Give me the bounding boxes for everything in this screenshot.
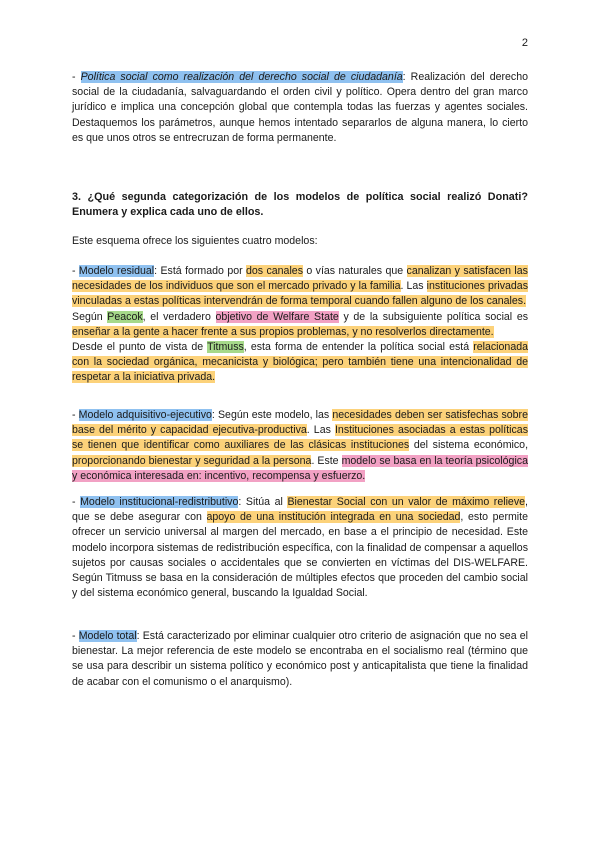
- residual-h5: objetivo de Welfare State: [215, 310, 339, 323]
- institucional-section: [72, 495, 528, 601]
- total-dash: -: [72, 630, 79, 642]
- adquisitivo-s3: del sistema económico,: [409, 439, 529, 452]
- institucional-h1: Bienestar Social con un valor de máximo relieve: [287, 496, 526, 508]
- institucional-dash: -: [72, 496, 81, 508]
- residual-h3: instituciones privadas vinculadas a estas políticas intervendrán de forma temporal cuando fallen alguno de los canales.: [72, 280, 528, 308]
- lead-paragraph: [72, 234, 528, 249]
- adquisitivo-s4: . Este: [311, 454, 342, 467]
- residual-s3: . Las: [400, 280, 427, 293]
- institucional-s3: , esto permite ofrecer un servicio universal al margen del mercado, en base a el principio de necesidad. Este modelo incorpora sistemas de redistribución específica, con la finalidad de compensar a aquellos sujetos por causas sociales o accidentales que se convierten en víctimas del DIS-WELFARE. Según Titmuss se basa en la consideración de múltiples efectos que proceden del cambio social y del sistema económico general, buscando la Igualdad Social.: [72, 511, 528, 600]
- total-section: [72, 629, 528, 690]
- residual-term: Modelo residual: [78, 265, 155, 277]
- residual-s7: Desde el punto de vista de: [72, 341, 208, 354]
- adquisitivo-h1: necesidades deben ser satisfechas sobre base del mérito y capacidad ejecutiva-productiva: [72, 409, 528, 437]
- residual-para-3: [72, 340, 528, 386]
- adquisitivo-h3: proporcionando bienestar y seguridad a la persona: [72, 454, 312, 467]
- residual-h6: enseñar a la gente a hacer frente a sus propios problemas, y no resolverlos directamente.: [72, 325, 494, 338]
- residual-h4: Peacok: [107, 310, 143, 323]
- adquisitivo-s1: : Según este modelo, las: [211, 409, 333, 421]
- total-para: [72, 629, 528, 690]
- adquisitivo-s2: . Las: [306, 424, 335, 437]
- adquisitivo-section: [72, 408, 528, 484]
- adquisitivo-term: Modelo adquisitivo-ejecutivo: [78, 409, 212, 421]
- intro-term: Política social como realización del derecho social de ciudadanía: [80, 71, 403, 83]
- question-text: 3. ¿Qué segunda categorización de los modelos de política social realizó Donati? Enumera y explica cada uno de ellos.: [72, 191, 528, 219]
- residual-s8: , esta forma de entender la política social está: [243, 341, 474, 354]
- residual-dash: -: [72, 265, 79, 277]
- residual-s6: y de la subsiguiente política social es: [338, 310, 529, 323]
- institucional-h2: apoyo de una institución integrada en una sociedad: [206, 511, 461, 524]
- residual-h7: Titmuss: [207, 341, 244, 354]
- total-rest: : Está caracterizado por eliminar cualquier otro criterio de asignación que no sea el bienestar. La mejor referencia de este modelo se encontraba en el socialismo real (término que se usa para describir un sistema político y económico post y anticapitalista que tiene la finalidad de acabar con el comunismo o el anarquismo).: [72, 630, 528, 688]
- residual-s5: , el verdadero: [142, 310, 216, 323]
- institucional-s1: : Sitúa al: [238, 496, 288, 508]
- intro-dash: -: [72, 71, 81, 83]
- intro-paragraph: [72, 70, 528, 146]
- intro-rest: : Realización del derecho social de la ciudadanía, salvaguardando el orden civil y político. Opera dentro del gran marco jurídico e implica una concepción global que contempla todas las fuerzas y agentes sociales. Destaquemos los parámetros, aunque hemos intentado separarlos de alguna manera, lo cierto es que unos otros se entrecruzan de forma permanente.: [72, 71, 528, 144]
- residual-s1: : Está formado por: [154, 265, 247, 277]
- question-heading: [72, 190, 528, 220]
- institucional-s2: , que se debe asegurar con: [72, 496, 528, 524]
- adquisitivo-h2: Instituciones asociadas a estas políticas se tienen que identificar como auxiliares de las clásicas instituciones: [72, 424, 528, 452]
- lead-text: Este esquema ofrece los siguientes cuatro modelos:: [72, 235, 318, 247]
- residual-section: [72, 264, 528, 386]
- adquisitivo-h4: modelo se basa en la teoría psicológica y económica interesada en: incentivo, recompensa y esfuerzo.: [72, 454, 528, 482]
- intro-text: [72, 70, 528, 146]
- residual-para-2: [72, 310, 528, 340]
- residual-para-1: [72, 264, 528, 310]
- residual-h8: relacionada con la sociedad orgánica, mecanicista y biológica; pero también tiene una intencionalidad de respetar a la iniciativa privada.: [72, 341, 528, 384]
- residual-h1: dos canales: [246, 265, 303, 277]
- total-term: Modelo total: [78, 630, 137, 642]
- adquisitivo-dash: -: [72, 409, 79, 421]
- institucional-para: [72, 495, 528, 601]
- page-number: 2: [521, 37, 528, 49]
- residual-h2: canalizan y satisfacen las necesidades de los individuos que son el mercado privado y la familia: [72, 265, 528, 293]
- residual-s4: Según: [72, 310, 108, 323]
- residual-s2: o vías naturales que: [303, 265, 407, 277]
- adquisitivo-para: [72, 408, 528, 484]
- institucional-term: Modelo institucional-redistributivo: [80, 496, 239, 508]
